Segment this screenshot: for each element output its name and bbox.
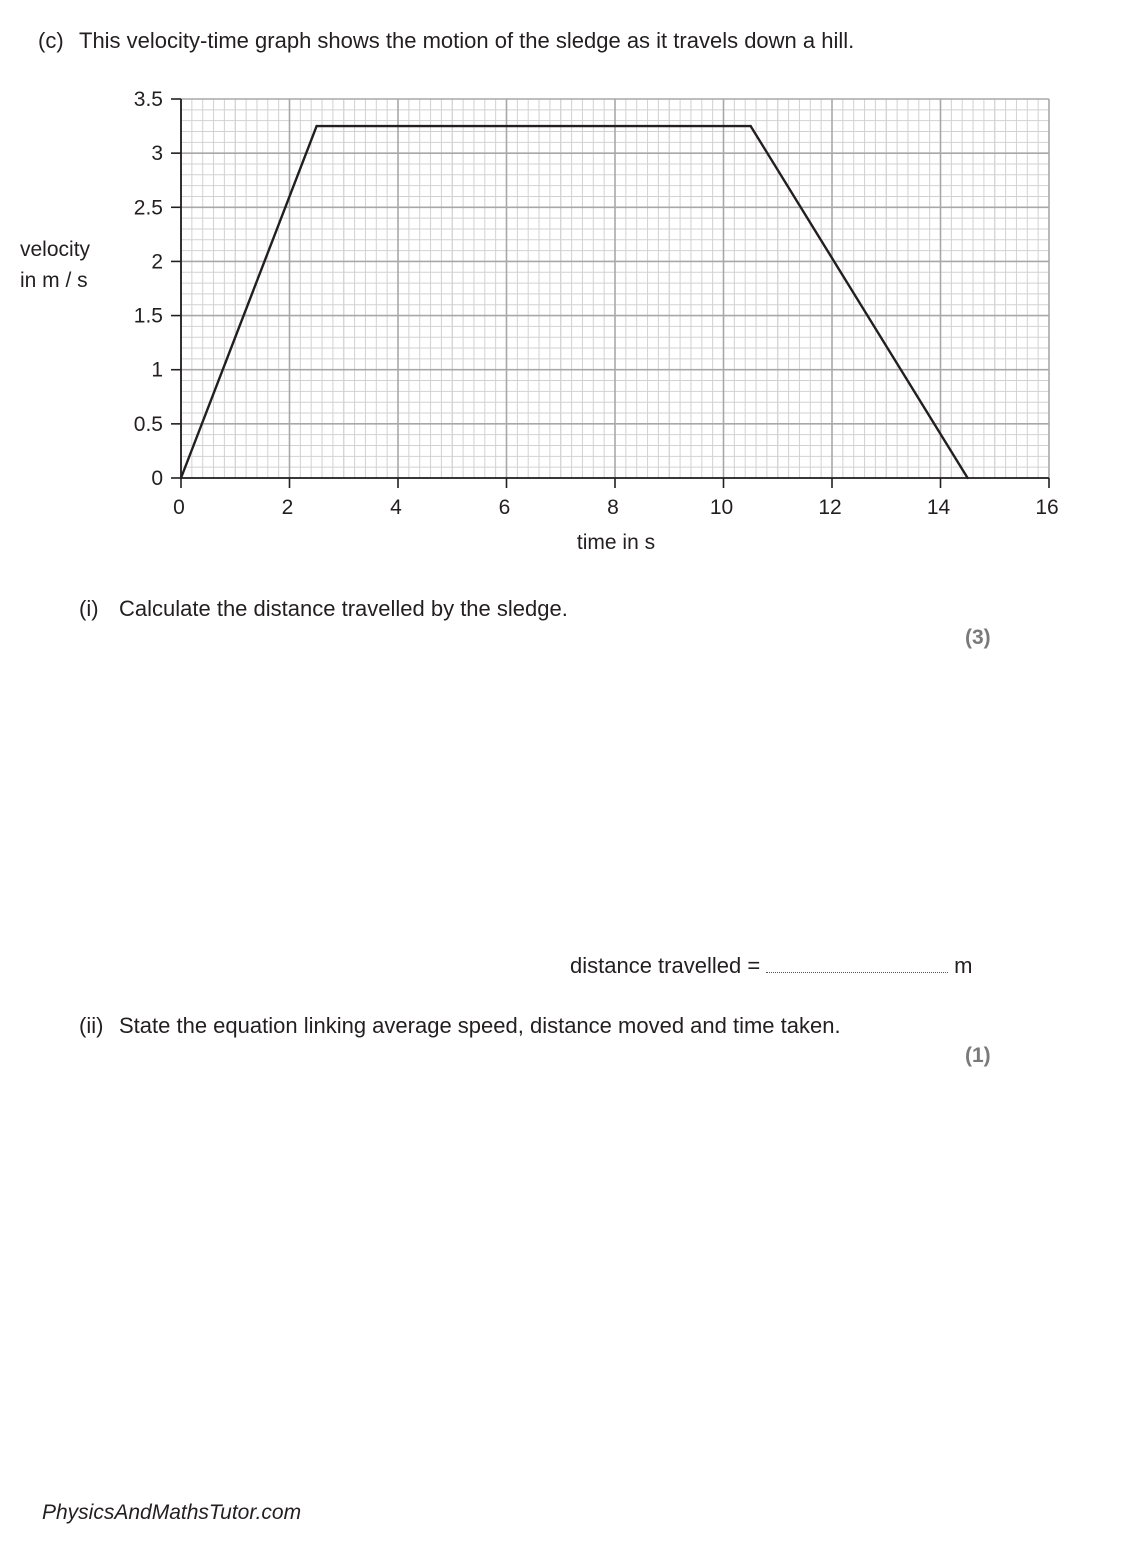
x-tick-label: 4 [390, 496, 402, 519]
y-tick-label: 3 [151, 142, 163, 166]
y-tick-label: 0.5 [133, 412, 163, 436]
x-tick-label: 12 [818, 496, 842, 519]
velocity-data-point [966, 477, 968, 479]
y-axis-title-line1: velocity [20, 238, 91, 261]
x-tick-label: 10 [709, 496, 734, 519]
x-tick-label: 6 [498, 496, 511, 519]
y-tick-label: 2.5 [133, 196, 163, 220]
velocity-time-chart [0, 0, 1137, 570]
question-c-text: This velocity-time graph shows the motion of the sledge as it travels down a hill. [79, 28, 855, 53]
footer-site-name: PhysicsAndMathsTutor.com [42, 1501, 302, 1524]
answer-unit: m [954, 953, 973, 978]
x-tick-label: 16 [1035, 496, 1059, 519]
answer-row-distance [570, 953, 973, 979]
x-tick-label: 14 [926, 496, 951, 519]
x-tick-label: 2 [281, 496, 294, 519]
y-tick-label: 2 [151, 250, 163, 274]
part-i-marks: (3) [965, 626, 991, 649]
part-i-label: (i) [79, 596, 99, 621]
part-ii-text: State the equation linking average speed, distance moved and time taken. [119, 1013, 841, 1038]
part-ii-answer-area[interactable] [120, 1080, 1000, 1460]
velocity-data-point [180, 477, 182, 479]
velocity-data-point [749, 125, 751, 127]
question-c-label: (c) [38, 28, 64, 53]
x-tick-label: 0 [173, 496, 185, 519]
part-ii-label: (ii) [79, 1013, 104, 1038]
y-axis-title-line2: in m / s [20, 269, 88, 292]
part-i-text: Calculate the distance travelled by the sledge. [119, 596, 568, 621]
velocity-data-point [315, 125, 317, 127]
velocity-series-line [181, 126, 968, 478]
distance-answer-field[interactable] [766, 954, 948, 973]
x-axis-title: time in s [576, 531, 656, 554]
y-tick-label: 0 [151, 467, 163, 490]
part-ii-marks: (1) [965, 1044, 991, 1067]
y-tick-label: 1 [151, 358, 163, 382]
y-tick-label: 1.5 [133, 304, 163, 328]
y-tick-label: 3.5 [133, 88, 163, 111]
x-tick-label: 8 [607, 496, 619, 519]
chart-series [180, 125, 969, 479]
answer-prefix: distance travelled = [570, 953, 761, 978]
